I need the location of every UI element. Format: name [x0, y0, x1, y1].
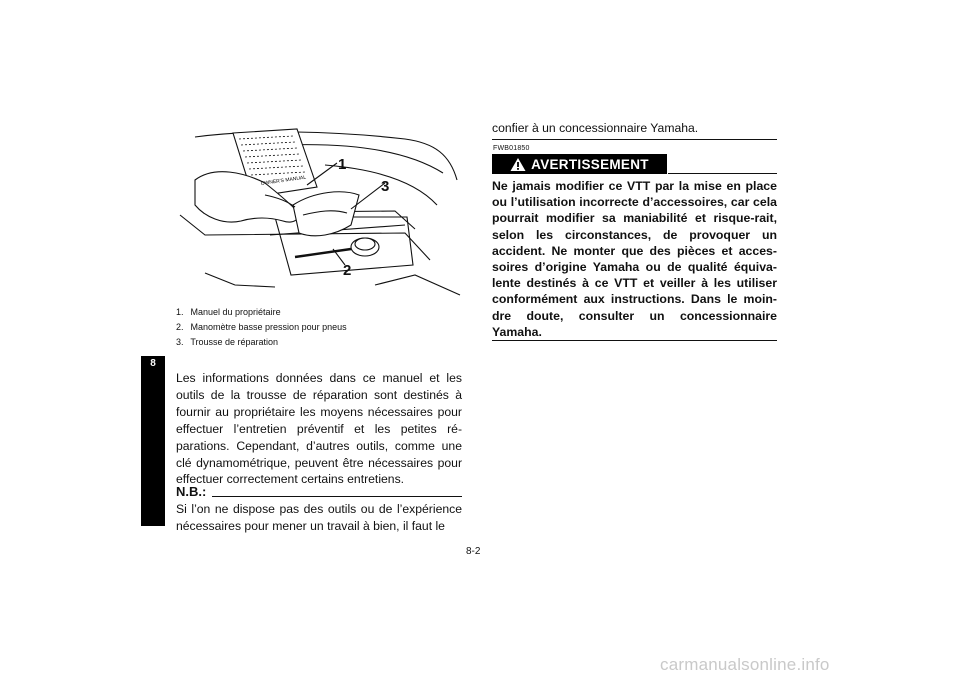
- caption-item: 3. Trousse de réparation: [176, 337, 279, 347]
- nb-label: N.B.:: [176, 484, 207, 499]
- warning-text: Ne jamais modifier ce VTT par la mise en place ou l’utilisation incorrecte d’accessoires, car cela pourrait modifier sa maniabilité et risque-rait, selon les circonstances, de provoquer un accident. Ne monter que des pièces et acces-soires d’origine Yamaha ou de qualité équiva-lente destinés à ce VTT et veiller à les utiliser conformément aux instructions. Dans le moin-dre doute, consulter un concessionnaire Yamaha.: [492, 179, 777, 339]
- warning-icon: [510, 157, 526, 172]
- toolkit-drawing: [175, 125, 465, 307]
- nb-text: Si l’on ne dispose pas des outils ou de l’expérience nécessaires pour mener un travail à bien, il faut le: [176, 502, 462, 533]
- chapter-tab-number: 8: [150, 358, 156, 369]
- caption-item: 2. Manomètre basse pression pour pneus: [176, 322, 347, 332]
- caption-item: 1. Manuel du propriétaire: [176, 307, 281, 317]
- warning-end-rule: [492, 340, 777, 341]
- toolkit-illustration: [175, 125, 465, 307]
- page-number: 8-2: [466, 546, 481, 557]
- manual-cover-text: OWNER'S MANUAL: [260, 174, 307, 187]
- nb-rule: [212, 496, 462, 497]
- watermark: carmanualsonline.info: [660, 655, 830, 674]
- intro-paragraph: Les informations données dans ce manuel et les outils de la trousse de réparation sont destinés à fournir au propriétaire les moyens nécessaires pour effectuer l’entretien préventif et les petites ré-parations. Cependant, d’autres outils, comme une clé dynamométrique, peuvent être nécessaires pour effectuer correctement certains entretiens.: [176, 371, 462, 487]
- warning-label: AVERTISSEMENT: [531, 156, 649, 172]
- warning-banner: [492, 154, 667, 174]
- section-divider: [492, 139, 777, 140]
- callout-1: 1: [338, 156, 347, 173]
- warning-rule: [668, 173, 777, 174]
- nb-heading: [176, 484, 462, 499]
- callout-2: 2: [343, 262, 352, 279]
- callout-3: 3: [381, 178, 390, 195]
- continued-text: confier à un concessionnaire Yamaha.: [492, 121, 699, 135]
- chapter-tab: [141, 356, 165, 526]
- figure-captions: [176, 305, 466, 350]
- warning-code: FWB01850: [493, 145, 530, 152]
